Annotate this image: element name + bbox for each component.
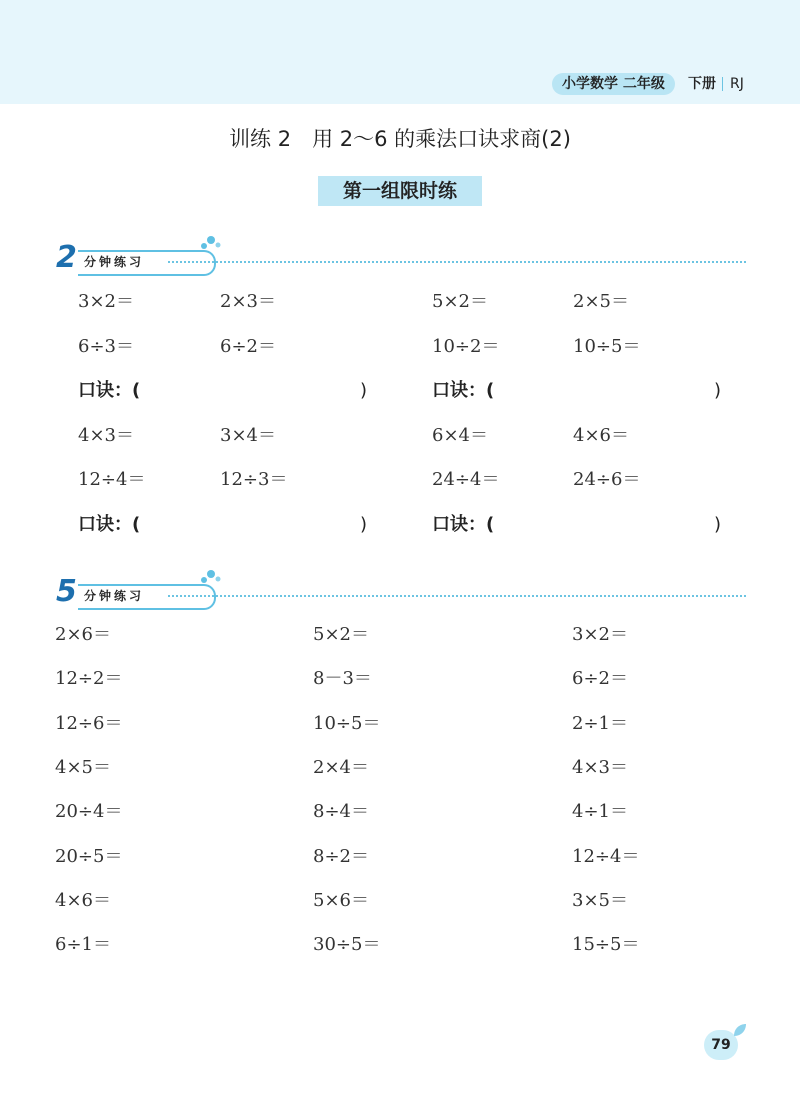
problem-cell: 12÷2＝ xyxy=(55,668,123,689)
problem-cell: 2×6＝ xyxy=(55,624,111,645)
problem-cell: 2×5＝ xyxy=(573,291,629,312)
problem-cell: 5×2＝ xyxy=(432,291,488,312)
problem-cell: 12÷4＝ xyxy=(78,469,146,490)
problem-cell: 20÷5＝ xyxy=(55,846,123,867)
koujue-label: 口诀：( xyxy=(432,380,495,401)
page-number: 79 xyxy=(704,1030,738,1060)
problem-cell: 4×3＝ xyxy=(78,425,134,446)
problem-cell: 12÷3＝ xyxy=(220,469,288,490)
page-title: 训练 2 用 2～6 的乘法口诀求商(2) xyxy=(229,127,571,151)
problem-cell: 2÷1＝ xyxy=(572,713,628,734)
problem-cell: 24÷6＝ xyxy=(573,469,641,490)
problem-cell: 5×2＝ xyxy=(313,624,369,645)
problem-cell: 6÷2＝ xyxy=(220,336,276,357)
problem-cell: 10÷2＝ xyxy=(432,336,500,357)
problem-cell: 3×5＝ xyxy=(572,890,628,911)
badge-minutes: 2 xyxy=(56,240,77,275)
subject-grade-pill: 小学数学 二年级 xyxy=(552,73,675,95)
koujue-close-paren: ) xyxy=(360,514,368,535)
problem-cell: 6÷3＝ xyxy=(78,336,134,357)
section1-dotted-rule xyxy=(168,261,746,263)
problem-cell: 3×2＝ xyxy=(572,624,628,645)
problem-cell: 30÷5＝ xyxy=(313,934,381,955)
problem-cell: 2×4＝ xyxy=(313,757,369,778)
problem-cell: 4×6＝ xyxy=(573,425,629,446)
problem-cell: 10÷5＝ xyxy=(573,336,641,357)
badge-label: 分钟练习 xyxy=(84,589,145,603)
problem-cell: 3×2＝ xyxy=(78,291,134,312)
section-subtitle: 第一组限时练 xyxy=(318,176,482,206)
leaf-icon xyxy=(732,1022,748,1038)
koujue-close-paren: ) xyxy=(714,514,722,535)
koujue-label: 口诀：( xyxy=(78,380,141,401)
koujue-label: 口诀：( xyxy=(432,514,495,535)
section2-dotted-rule xyxy=(168,595,746,597)
problem-cell: 5×6＝ xyxy=(313,890,369,911)
header-divider xyxy=(722,77,723,91)
problem-cell: 12÷4＝ xyxy=(572,846,640,867)
problem-cell: 4÷1＝ xyxy=(572,801,628,822)
header-band xyxy=(0,0,800,104)
problem-cell: 12÷6＝ xyxy=(55,713,123,734)
koujue-close-paren: ) xyxy=(360,380,368,401)
problem-cell: 4×6＝ xyxy=(55,890,111,911)
problem-cell: 8÷4＝ xyxy=(313,801,369,822)
volume-label: 下册 xyxy=(688,76,716,92)
koujue-close-paren: ) xyxy=(714,380,722,401)
badge-label: 分钟练习 xyxy=(84,255,145,269)
problem-cell: 6÷1＝ xyxy=(55,934,111,955)
problem-cell: 6×4＝ xyxy=(432,425,488,446)
edition-label: RJ xyxy=(730,76,744,92)
problem-cell: 4×5＝ xyxy=(55,757,111,778)
problem-cell: 3×4＝ xyxy=(220,425,276,446)
problem-cell: 10÷5＝ xyxy=(313,713,381,734)
badge-minutes: 5 xyxy=(56,574,77,609)
problem-cell: 15÷5＝ xyxy=(572,934,640,955)
problem-cell: 6÷2＝ xyxy=(572,668,628,689)
problem-cell: 8÷2＝ xyxy=(313,846,369,867)
problem-cell: 2×3＝ xyxy=(220,291,276,312)
water-drops-icon xyxy=(198,232,222,252)
problem-cell: 4×3＝ xyxy=(572,757,628,778)
problem-cell: 8－3＝ xyxy=(313,668,372,689)
problem-cell: 20÷4＝ xyxy=(55,801,123,822)
water-drops-icon xyxy=(198,566,222,586)
problem-cell: 24÷4＝ xyxy=(432,469,500,490)
koujue-label: 口诀：( xyxy=(78,514,141,535)
